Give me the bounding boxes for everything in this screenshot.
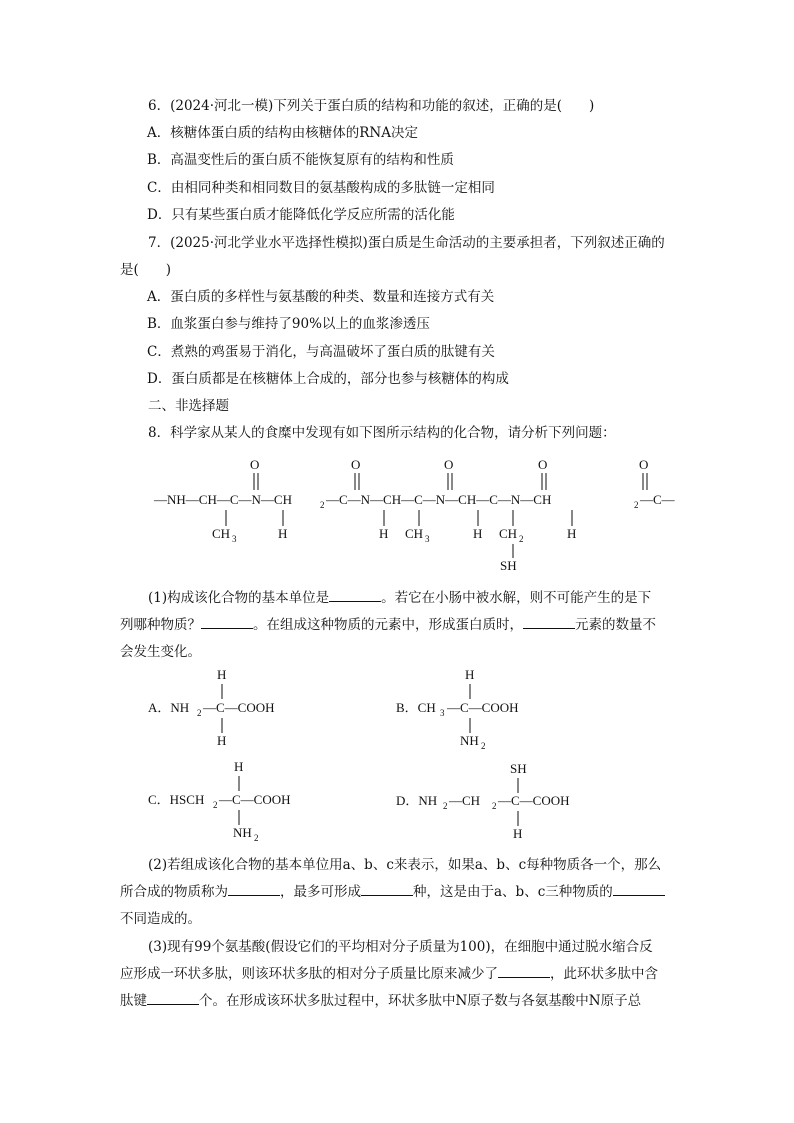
svg-text:—C—COOH: —C—COOH [203, 700, 275, 715]
svg-text:H: H [217, 733, 227, 748]
q8-part1: (1)构成该化合物的基本单位是 。若它在小肠中被水解，则不可能产生的是下 列哪种物质？ 。在组成这种物质的元素中，形成蛋白质时， 元素的数量不 会发生变化。 [120, 590, 656, 660]
svg-text:2: 2 [481, 741, 486, 751]
svg-text:—C—COOH: —C—COOH [219, 792, 291, 807]
q6-option-b: B．高温变性后的蛋白质不能恢复原有的结构和性质 [147, 152, 454, 168]
svg-text:2: 2 [634, 500, 639, 510]
q7-option-c: C．煮熟的鸡蛋易于消化，与高温破坏了蛋白质的肽键有关 [147, 344, 495, 360]
svg-text:3: 3 [425, 534, 430, 544]
methyl-group: CH [405, 526, 424, 541]
side-chains [212, 510, 576, 573]
option-a-structure [148, 667, 275, 748]
svg-text:—C—: —C— [640, 492, 675, 507]
answer-blank[interactable] [523, 616, 575, 629]
option-c-structure [148, 759, 291, 843]
q7-stem-line1: 7．(2025·河北学业水平选择性模拟)蛋白质是生命活动的主要承担者，下列叙述正确的 [148, 235, 665, 251]
svg-text:A．NH: A．NH [148, 700, 190, 715]
carbonyl-o: O [538, 457, 548, 472]
carbonyl-groups [250, 457, 648, 490]
svg-text:SH: SH [510, 761, 527, 776]
q6-option-a: A．核糖体蛋白质的结构由核糖体的RNA决定 [147, 125, 418, 141]
amide-h: H [278, 526, 288, 541]
carbonyl-o: O [250, 457, 260, 472]
carbonyl-o: O [639, 457, 649, 472]
q7-option-a: A．蛋白质的多样性与氨基酸的种类、数量和连接方式有关 [147, 289, 495, 305]
q8-stem: 8．科学家从某人的食糜中发现有如下图所示结构的化合物，请分析下列问题： [148, 425, 616, 441]
q6-option-d: D．只有某些蛋白质才能降低化学反应所需的活化能 [147, 207, 455, 223]
answer-blank[interactable] [329, 589, 381, 602]
svg-text:—NH—CH—C—N—CH: —NH—CH—C—N—CH [154, 492, 292, 507]
q7-option-b: B．血浆蛋白参与维持了90%以上的血浆渗透压 [147, 316, 430, 332]
methylene-group: CH [499, 526, 518, 541]
svg-text:3: 3 [232, 534, 237, 544]
q6-stem: 6．(2024·河北一模)下列关于蛋白质的结构和功能的叙述，正确的是( ) [148, 98, 595, 114]
methyl-group: CH [212, 526, 231, 541]
svg-text:C．HSCH: C．HSCH [148, 792, 205, 807]
svg-text:2: 2 [443, 801, 448, 811]
svg-text:2: 2 [213, 800, 218, 810]
answer-blank[interactable] [201, 616, 253, 629]
answer-blank[interactable] [361, 883, 413, 896]
backbone [153, 492, 676, 510]
svg-text:—C—COOH: —C—COOH [447, 700, 519, 715]
svg-text:2: 2 [197, 708, 202, 718]
section-heading: 二、非选择题 [148, 398, 229, 414]
svg-text:—C—N—CH—C—N—CH—C—N—CH: —C—N—CH—C—N—CH—C—N—CH [326, 492, 552, 507]
option-d-structure [396, 761, 570, 841]
svg-text:B．CH: B．CH [396, 700, 436, 715]
svg-text:—C—COOH: —C—COOH [498, 793, 570, 808]
amide-h: H [473, 526, 483, 541]
q8-part3: (3)现有99个氨基酸(假设它们的平均相对分子质量为100)，在细胞中通过脱水缩合反 应形成一环状多肽，则该环状多肽的相对分子质量比原来减少了 ，此环状多肽中含 肽键 个。在形成该环状多肽过程中，环状多肽中N原子数与各氨基酸中N原子总 [120, 939, 658, 1009]
svg-text:NH: NH [233, 825, 252, 840]
svg-text:H: H [234, 759, 244, 774]
q7-stem-line2: 是( ) [120, 262, 172, 278]
amide-h: H [567, 526, 577, 541]
option-b-structure [396, 667, 519, 751]
q6-option-c: C．由相同种类和相同数目的氨基酸构成的多肽链一定相同 [147, 180, 495, 196]
amide-h: H [379, 526, 389, 541]
carbonyl-o: O [351, 457, 361, 472]
svg-text:2: 2 [254, 833, 259, 843]
q7-option-d: D．蛋白质都是在核糖体上合成的，部分也参与核糖体的构成 [147, 371, 509, 387]
svg-text:2: 2 [519, 534, 524, 544]
svg-text:NH: NH [460, 733, 479, 748]
svg-text:2: 2 [492, 801, 497, 811]
answer-blank[interactable] [498, 965, 550, 978]
amino-acid-options [0, 665, 794, 850]
svg-text:3: 3 [440, 708, 445, 718]
svg-text:D．NH: D．NH [396, 793, 438, 808]
svg-text:H: H [217, 667, 227, 682]
answer-blank[interactable] [613, 883, 665, 896]
svg-text:2: 2 [320, 500, 325, 510]
q8-part2: (2)若组成该化合物的基本单位用a、b、c来表示，如果a、b、c每种物质各一个，那么 所合成的物质称为 ，最多可形成 种，这是由于a、b、c三种物质的 不同造成的。 [120, 852, 676, 933]
svg-text:H: H [465, 667, 475, 682]
answer-blank[interactable] [147, 992, 199, 1005]
peptide-structure-diagram [0, 452, 794, 582]
answer-blank[interactable] [228, 883, 280, 896]
thiol-group: SH [500, 558, 517, 573]
svg-text:—CH: —CH [449, 793, 481, 808]
svg-text:H: H [513, 826, 523, 841]
carbonyl-o: O [444, 457, 454, 472]
